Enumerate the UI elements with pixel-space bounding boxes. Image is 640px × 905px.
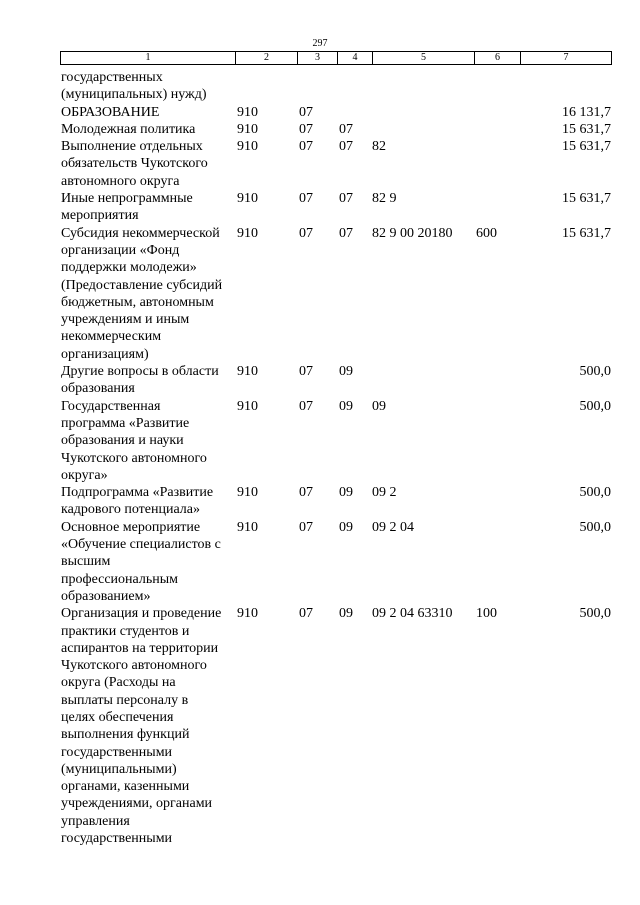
table-row [60,484,611,519]
table-row [60,138,611,190]
amount-cell: 15 631,7 [562,139,611,155]
ministry-code-cell: 910 [237,485,258,501]
target-article-cell: 82 9 00 20180 [372,225,453,241]
row-name-line: органами, казенными [61,779,190,795]
expense-type-cell: 100 [476,606,497,622]
header-col-6: 6 [475,52,521,65]
ministry-code-cell: 910 [237,606,258,622]
row-name-line: государственными [61,831,173,847]
target-article-cell: 09 [372,398,386,414]
row-name-line: государственных [61,70,163,85]
amount-cell: 16 131,7 [562,104,611,120]
expense-type-cell: 600 [476,225,497,241]
subsection-code-cell: 09 [339,485,353,501]
target-article-cell: 09 2 04 63310 [372,606,453,622]
expense-type-cell [474,121,520,138]
subsection-code-cell: 07 [339,121,353,137]
row-name-line: целях обеспечения [61,709,174,725]
amount-cell: 15 631,7 [562,121,611,137]
row-name-line: мероприятия [61,208,139,224]
table-row [60,363,611,398]
section-code-cell: 07 [299,104,313,120]
row-name-line: Молодежная политика [61,121,196,137]
table-row [60,104,611,121]
section-code-cell: 07 [299,485,313,501]
row-name-line: Государственная [61,398,161,414]
row-name-line: (муниципальными) [61,761,177,777]
subsection-code-cell: 09 [339,519,353,535]
row-name-line: Организация и проведение [61,606,222,622]
row-name-line: округа (Расходы на [61,675,176,691]
target-article-cell: 09 2 04 [372,519,414,535]
row-name-line: Чукотского автономного [61,658,207,674]
row-name-line: учреждениями, органами [61,796,213,812]
target-article-cell [372,121,474,138]
row-name-cell [60,484,235,519]
header-col-7: 7 [521,52,612,65]
section-code-cell [297,69,337,104]
section-code-cell: 07 [299,139,313,155]
row-name-line: практики студентов и [61,623,190,639]
row-name-line: Другие вопросы в области [61,364,219,380]
row-name-line: выполнения функций [61,727,190,743]
row-name-cell [60,69,235,104]
row-name-line: (Предоставление субсидий [61,277,223,293]
ministry-code-cell: 910 [237,519,258,535]
row-name-cell [60,363,235,398]
row-name-cell [60,190,235,225]
target-article-cell [372,69,474,104]
subsection-code-cell [337,69,372,104]
amount-cell [520,69,611,104]
ministry-code-cell: 910 [237,104,258,120]
subsection-code-cell: 07 [339,225,353,241]
expense-type-cell [474,484,520,519]
expense-type-cell [474,190,520,225]
row-name-line: образования [61,381,135,397]
amount-cell: 500,0 [579,606,611,622]
ministry-code-cell: 910 [237,191,258,207]
row-name-line: округа» [61,467,108,483]
ministry-code-cell: 910 [237,225,258,241]
amount-cell: 500,0 [579,398,611,414]
row-name-line: обязательств Чукотского [61,156,208,172]
table-row [60,190,611,225]
row-name-line: Подпрограмма «Развитие [61,485,214,501]
table-row [60,605,611,847]
row-name-cell [60,605,235,847]
row-name-line: аспирантов на территории [61,640,219,656]
expense-type-cell [474,104,520,121]
expense-type-cell [474,69,520,104]
row-name-line: учреждениям и иным [61,312,190,328]
header-col-3: 3 [298,52,338,65]
row-name-line: Иные непрограммные [61,191,193,207]
subsection-code-cell: 09 [339,398,353,414]
header-col-5: 5 [373,52,475,65]
expense-type-cell [474,398,520,484]
subsection-code-cell: 07 [339,139,353,155]
row-name-line: Основное мероприятие [61,519,201,535]
section-code-cell: 07 [299,398,313,414]
amount-cell: 500,0 [579,519,611,535]
amount-cell: 500,0 [579,364,611,380]
target-article-cell [372,363,474,398]
subsection-code-cell [337,104,372,121]
row-name-line: «Обучение специалистов с [61,537,221,553]
ministry-code-cell: 910 [237,121,258,137]
amount-cell: 15 631,7 [562,191,611,207]
expense-type-cell [474,138,520,190]
target-article-cell: 82 9 [372,191,397,207]
row-name-line: Выполнение отдельных [61,139,203,155]
row-name-line: государственными [61,744,173,760]
section-code-cell: 07 [299,121,313,137]
row-name-line: некоммерческим [61,329,162,345]
table-row [60,69,611,104]
row-name-line: ОБРАЗОВАНИЕ [61,104,160,120]
header-col-4: 4 [338,52,373,65]
table-row [60,225,611,363]
row-name-cell [60,225,235,363]
target-article-cell [372,104,474,121]
row-name-cell [60,104,235,121]
subsection-code-cell: 09 [339,364,353,380]
ministry-code-cell: 910 [237,364,258,380]
row-name-line: программа «Развитие [61,415,190,431]
budget-table [60,69,611,847]
subsection-code-cell: 07 [339,191,353,207]
header-col-1: 1 [61,52,236,65]
table-row [60,519,611,605]
row-name-cell [60,398,235,484]
ministry-code-cell: 910 [237,398,258,414]
row-name-line: Чукотского автономного [61,450,207,466]
target-article-cell: 09 2 [372,485,397,501]
budget-table-body [60,69,611,847]
section-code-cell: 07 [299,225,313,241]
row-name-line: организации «Фонд [61,242,180,258]
amount-cell: 500,0 [579,485,611,501]
table-row [60,398,611,484]
table-row [60,121,611,138]
row-name-line: кадрового потенциала» [61,502,200,518]
row-name-cell [60,138,235,190]
row-name-line: автономного округа [61,173,180,189]
section-code-cell: 07 [299,519,313,535]
ministry-code-cell [235,69,297,104]
row-name-line: образования и науки [61,433,184,449]
subsection-code-cell: 09 [339,606,353,622]
amount-cell: 15 631,7 [562,225,611,241]
ministry-code-cell: 910 [237,139,258,155]
page-number: 297 [312,38,328,49]
row-name-cell [60,519,235,605]
section-code-cell: 07 [299,364,313,380]
column-number-header [60,51,612,65]
row-name-line: профессиональным [61,571,179,587]
header-col-2: 2 [236,52,298,65]
expense-type-cell [474,363,520,398]
row-name-cell [60,121,235,138]
expense-type-cell [474,519,520,605]
row-name-line: управления [61,813,130,829]
section-code-cell: 07 [299,606,313,622]
row-name-line: образованием» [61,588,151,604]
row-name-line: высшим [61,554,111,570]
row-name-line: Субсидия некоммерческой [61,225,220,241]
target-article-cell: 82 [372,139,386,155]
section-code-cell: 07 [299,191,313,207]
row-name-line: бюджетным, автономным [61,294,214,310]
row-name-line: (муниципальных) нужд) [61,87,207,103]
row-name-line: поддержки молодежи» [61,260,197,276]
row-name-line: организациям) [61,346,149,362]
row-name-line: выплаты персоналу в [61,692,189,708]
